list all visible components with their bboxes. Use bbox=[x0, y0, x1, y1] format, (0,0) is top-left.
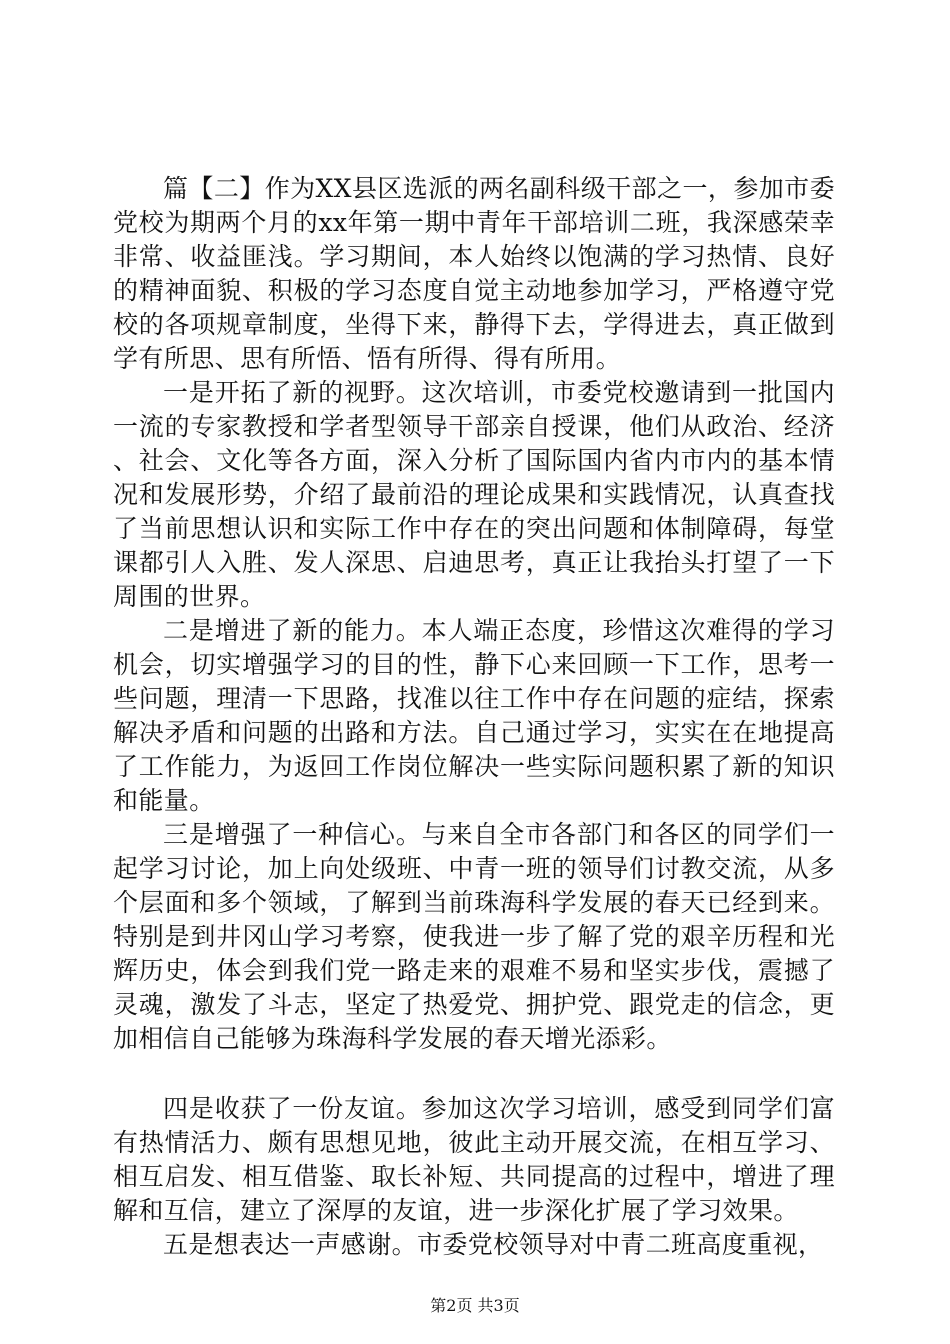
page-number-footer: 第2页 共3页 bbox=[430, 1296, 520, 1315]
paragraph-point-two: 二是增进了新的能力。本人端正态度，珍惜这次难得的学习机会，切实增强学习的目的性，静下心来回顾一下工作，思考一些问题，理清一下思路，找准以往工作中存在问题的症结，探索解决矛盾和问题的出路和方法。自己通过学习，实实在在地提高了工作能力，为返回工作岗位解决一些实际问题积累了新的知识和能量。 bbox=[113, 616, 835, 815]
paragraph-point-one: 一是开拓了新的视野。这次培训，市委党校邀请到一批国内一流的专家教授和学者型领导干部亲自授课，他们从政治、经济、社会、文化等各方面，深入分析了国际国内省内市内的基本情况和发展形势，介绍了最前沿的理论成果和实践情况，认真查找了当前思想认识和实际工作中存在的突出问题和体制障碍，每堂课都引人入胜、发人深思、启迪思考，真正让我抬头打望了一下周围的世界。 bbox=[113, 378, 835, 611]
paragraph-point-four: 四是收获了一份友谊。参加这次学习培训，感受到同学们富有热情活力、颇有思想见地，彼此主动开展交流，在相互学习、相互启发、相互借鉴、取长补短、共同提高的过程中，增进了理解和互信，建立了深厚的友谊，进一步深化扩展了学习效果。 bbox=[113, 1094, 835, 1225]
paragraph-intro: 篇【二】作为XX县区选派的两名副科级干部之一，参加市委党校为期两个月的xx年第一期中青年干部培训二班，我深感荣幸非常、收益匪浅。学习期间，本人始终以饱满的学习热情、良好的精神面貌、积极的学习态度自觉主动地参加学习，严格遵守党校的各项规章制度，坐得下来，静得下去，学得进去，真正做到学有所思、思有所悟、悟有所得、得有所用。 bbox=[113, 174, 835, 373]
paragraph-point-five: 五是想表达一声感谢。市委党校领导对中青二班高度重视， bbox=[163, 1230, 824, 1259]
document-body bbox=[113, 172, 835, 1262]
paragraph-point-three: 三是增强了一种信心。与来自全市各部门和各区的同学们一起学习讨论，加上向处级班、中青一班的领导们讨教交流，从多个层面和多个领域，了解到当前珠海科学发展的春天已经到来。特别是到井冈山学习考察，使我进一步了解了党的艰辛历程和光辉历史，体会到我们党一路走来的艰难不易和坚实步伐，震撼了灵魂，激发了斗志，坚定了热爱党、拥护党、跟党走的信念，更加相信自己能够为珠海科学发展的春天增光添彩。 bbox=[113, 820, 835, 1053]
